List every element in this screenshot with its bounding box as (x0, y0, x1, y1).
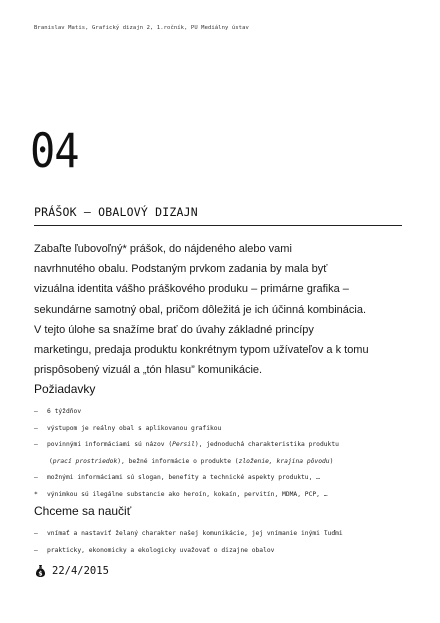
list-item (34, 421, 339, 438)
list-item (34, 526, 343, 543)
product-type: prací prostriedok (52, 457, 118, 465)
due-date-text: 22/4/2015 (52, 565, 109, 577)
due-date (36, 565, 109, 577)
list-item-text: ) (329, 457, 334, 465)
list-item (34, 404, 339, 421)
product-name: Persil (172, 441, 195, 448)
requirements-list (34, 404, 339, 503)
list-bullet: — (34, 441, 38, 448)
list-bullet: — (34, 474, 38, 481)
list-item-text: prakticky, ekonomicky a ekologicky uvažovať o dizajne obalov (47, 546, 275, 554)
assignment-title: PRÁŠOK — OBALOVÝ DIZAJN (34, 205, 198, 219)
list-item-text: výstupom je reálny obal s aplikovanou grafikou (47, 424, 222, 432)
list-bullet: — (34, 408, 38, 415)
svg-text:$: $ (38, 570, 43, 577)
list-item-text: výnimkou sú ilegálne substancie ako heroín, kokaín, pervitín, MDMA, PCP, … (47, 490, 328, 498)
list-item-text: možnými informáciami sú slogan, benefity a technické aspekty produktu, … (47, 474, 320, 481)
money-bag-icon (36, 565, 45, 577)
requirements-heading: Požiadavky (34, 382, 96, 396)
intro-line: vizuálna identita vášho práškového produku – primárne grafika – (34, 283, 349, 296)
footnote-asterisk: * (34, 490, 38, 498)
assignment-number: 04 (30, 123, 79, 179)
list-bullet: — (34, 546, 38, 554)
intro-line: prispôsobený vizuál a „tón hlasu” komunikácie. (34, 364, 263, 377)
list-item-text: ), jednoduchá charakteristika produktu (194, 441, 339, 448)
list-bullet: — (34, 530, 38, 537)
list-bullet: — (34, 424, 38, 432)
title-divider (34, 225, 402, 226)
document-header: Branislav Matis, Grafický dizajn 2, 1.ročník, PU Mediálny ústav (34, 25, 249, 31)
list-item-text: povinnými informáciami sú názov ( (47, 441, 173, 448)
list-item (34, 437, 339, 454)
intro-line: Zabaľte ľubovoľný* prášok, do nájdeného alebo vami (34, 243, 292, 255)
intro-paragraph (34, 239, 414, 380)
list-item-text: ), bežné informácie o produkte ( (117, 457, 239, 465)
learn-list (34, 526, 343, 559)
list-item (34, 487, 339, 504)
intro-line: V tejto úlohe sa snažíme brať do úvahy základné princípy (34, 323, 314, 336)
list-item (34, 470, 339, 487)
product-info: zloženie, krajina pôvodu (238, 457, 330, 465)
intro-line: sekundárne samotný obal, pričom dôležitá je ich účinná kombinácia. (34, 303, 367, 316)
intro-line: marketingu, predaja produktu konkrétnym typom užívateľov a k tomu (34, 344, 369, 357)
learn-heading: Chceme sa naučiť (34, 504, 132, 518)
list-item-text: vnímať a nastaviť želaný charakter našej komunikácie, jej vnímanie inými ľuďmi (47, 530, 343, 537)
list-item (34, 543, 343, 560)
list-item-continuation (34, 454, 339, 471)
intro-line: navrhnutého obalu. Podstaným prvkom zadania by mala byť (34, 263, 328, 276)
list-item-text: 6 týždňov (47, 408, 82, 415)
list-item-text: ( (49, 457, 53, 465)
